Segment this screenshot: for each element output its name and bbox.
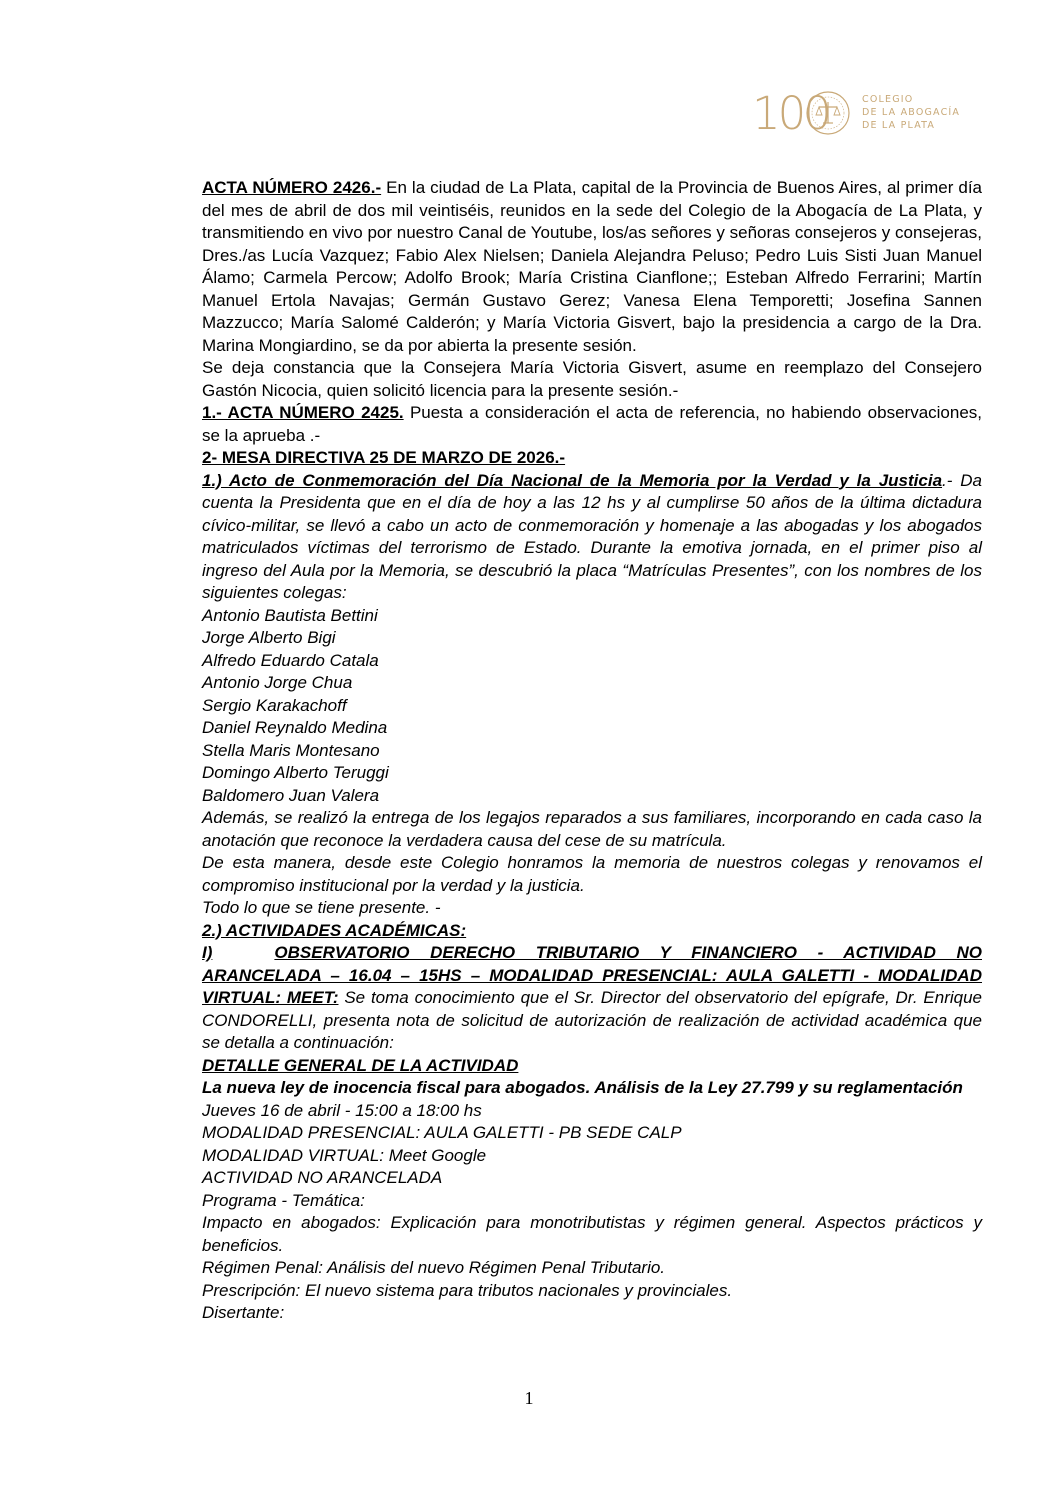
programa-regimen-penal: Régimen Penal: Análisis del nuevo Régimen Penal Tributario. bbox=[202, 1258, 666, 1277]
list-item: Antonio Jorge Chua bbox=[202, 673, 353, 692]
programa-heading: Programa - Temática: bbox=[202, 1190, 365, 1210]
item1-paragraph bbox=[202, 402, 982, 447]
item2-title: 2- MESA DIRECTIVA 25 DE MARZO DE 2026.- bbox=[202, 448, 566, 467]
honramos-paragraph: De esta manera, desde este Colegio honramos la memoria de nuestros colegas y renovamos el compromiso institucional por la verdad y la justicia. bbox=[202, 853, 982, 895]
page-number: 1 bbox=[524, 1388, 534, 1408]
presente-paragraph: Todo lo que se tiene presente. - bbox=[202, 898, 441, 917]
course-title: La nueva ley de inocencia fiscal para abogados. Análisis de la Ley 27.799 y su reglamentación bbox=[202, 1078, 963, 1097]
logo-line: DE LA ABOGACÍA bbox=[862, 107, 961, 118]
list-item: Antonio Bautista Bettini bbox=[202, 605, 378, 625]
scales-seal-icon bbox=[805, 90, 851, 136]
activity-paragraph bbox=[202, 942, 982, 1055]
sub1-paragraph bbox=[202, 470, 982, 605]
activity-title: OBSERVATORIO DERECHO TRIBUTARIO Y FINANCIERO - ACTIVIDAD NO ARANCELADA – 16.04 – 15HS – MODALIDAD PRESENCIAL: AULA GALETTI - MODALIDAD VIRTUAL: MEET: bbox=[202, 943, 982, 1007]
modalidad-presencial: MODALIDAD PRESENCIAL: AULA GALETTI - PB SEDE CALP bbox=[202, 1123, 682, 1142]
acta-intro-text: En la ciudad de La Plata, capital de la Provincia de Buenos Aires, al primer día del mes de abril de dos mil veintiséis, reunidos en la sede del Colegio de la Abogacía de La Plata, y transmitiendo en vivo por nuestro Canal de Youtube, los/as señores y señoras consejeros y consejeras, Dres./as Lucía Vazquez; Fabio Alex Nielsen; Daniela Alejandra Peluso; Pedro Luis Sisti Juan Manuel Álamo; Carmela Percow; Adolfo Brook; María Cristina Cianflone;; Esteban Alfredo Ferrarini; Martín Manuel Ertola Navajas; Germán Gustavo Gerez; Vanesa Elena Temporetti; Josefina Sannen Mazzucco; María Salomé Calderón; y María Victoria Gisvert, bajo la presidencia a cargo de la Dra. Marina Mongiardino, se da por abierta la presente sesión. bbox=[202, 178, 983, 355]
list-item: Sergio Karakachoff bbox=[202, 695, 347, 715]
acta-intro-paragraph bbox=[202, 177, 982, 357]
detalle-title: DETALLE GENERAL DE LA ACTIVIDAD bbox=[202, 1055, 519, 1075]
list-item: Domingo Alberto Teruggi bbox=[202, 763, 389, 782]
item1-title: 1.- ACTA NÚMERO 2425. bbox=[202, 403, 404, 422]
list-item: Daniel Reynaldo Medina bbox=[202, 718, 388, 737]
logo-line: COLEGIO bbox=[862, 94, 914, 105]
item1-text: Puesta a consideración el acta de referencia, no habiendo observaciones, se la aprueba .- bbox=[202, 403, 983, 445]
modalidad-virtual: MODALIDAD VIRTUAL: Meet Google bbox=[202, 1145, 487, 1165]
list-item: Baldomero Juan Valera bbox=[202, 785, 380, 805]
programa-prescripcion: Prescripción: El nuevo sistema para tributos nacionales y provinciales. bbox=[202, 1280, 733, 1300]
colegio-logo bbox=[750, 88, 970, 140]
acta-title: ACTA NÚMERO 2426.- bbox=[202, 178, 382, 197]
logo-text bbox=[862, 93, 960, 132]
list-item: Stella Maris Montesano bbox=[202, 740, 380, 760]
logo-number: 100 bbox=[752, 87, 829, 140]
programa-impacto: Impacto en abogados: Explicación para monotributistas y régimen general. Aspectos prácticos y beneficios. bbox=[202, 1213, 982, 1255]
arancel-status: ACTIVIDAD NO ARANCELADA bbox=[202, 1168, 443, 1187]
names-list bbox=[202, 605, 982, 808]
logo-line: DE LA PLATA bbox=[862, 120, 936, 131]
activity-text: Se toma conocimiento que el Sr. Director del observatorio del epígrafe, Dr. Enrique CONDORELLI, presenta nota de solicitud de autorización de realización de actividad académica que se detalla a continuación: bbox=[202, 988, 982, 1052]
activity-number: I) bbox=[202, 943, 213, 962]
acta-body bbox=[202, 177, 982, 1325]
legajos-paragraph: Además, se realizó la entrega de los legajos reparados a sus familiares, incorporando en cada caso la anotación que reconoce la verdadera causa del cese de su matrícula. bbox=[202, 808, 982, 850]
list-item: Jorge Alberto Bigi bbox=[202, 628, 336, 647]
constancia-paragraph: Se deja constancia que la Consejera María Victoria Gisvert, asume en reemplazo del Consejero Gastón Nicocia, quien solicitó licencia para la presente sesión.- bbox=[202, 358, 982, 400]
sub2-title: 2.) ACTIVIDADES ACADÉMICAS: bbox=[202, 920, 467, 940]
sub1-title: 1.) Acto de Conmemoración del Día Nacional de la Memoria por la Verdad y la Justicia bbox=[202, 470, 943, 490]
sub1-text: .- Da cuenta la Presidenta que en el día de hoy a las 12 hs y al cumplirse 50 años de la última dictadura cívico-militar, se llevó a cabo un acto de conmemoración y homenaje a las abogadas y los abogados matriculados víctimas del terrorismo de Estado. Durante la emotiva jornada, en el primer piso al ingreso del Aula por la Memoria, se descubrió la placa “Matrículas Presentes”, con los nombres de los siguientes colegas: bbox=[202, 470, 982, 602]
disertante-label: Disertante: bbox=[202, 1303, 285, 1322]
list-item: Alfredo Eduardo Catala bbox=[202, 650, 379, 670]
course-date: Jueves 16 de abril - 15:00 a 18:00 hs bbox=[202, 1100, 482, 1120]
